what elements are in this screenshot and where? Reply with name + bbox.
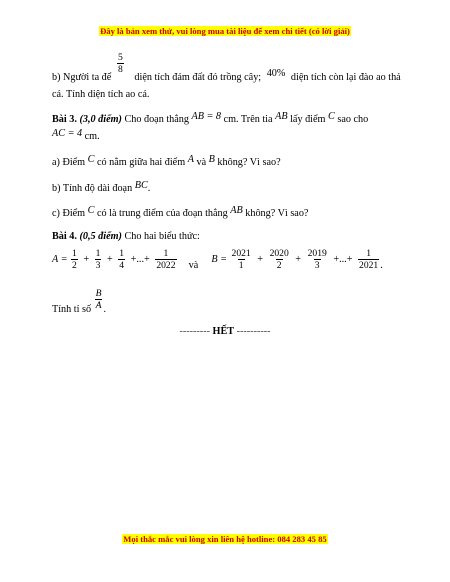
preview-banner-text: Đây là bản xem thử, vui lòng mua tài liệu để xem chi tiết (có lời giải): [100, 26, 350, 36]
b-term-3: $\frac{2019}{3}$: [307, 248, 327, 272]
bai4-expressions: A = $\frac{1}{2}$ + $\frac{1}{3}$ + $\frac{1}{4}$ +...+ $\frac{1}{2022}$ và B = $\frac{2021}{1}$ + $\frac{2020}{2}$ + $\frac{2019}{3}$ +...+ $\frac{1}{2021}$ .: [52, 248, 383, 272]
fraction-5-8: $\frac{5}{8}$: [118, 52, 123, 76]
hotline-banner: [0, 534, 450, 544]
bai4-label: Bài 4.: [52, 231, 77, 242]
expr-a-lhs: A =: [52, 253, 68, 265]
bai3-label: Bài 3.: [52, 114, 77, 125]
b-term-2: $\frac{2020}{2}$: [269, 248, 289, 272]
bai3-question-a: a) Điểm C có nằm giữa hai điểm A và B không? Vì sao?: [52, 154, 281, 168]
bai4-points: (0,5 điểm): [79, 231, 122, 242]
part-b-line-1: b) Người ta để diện tích đám đất đó trồng cây; 40% diện tích còn lại đào ao thả: [52, 68, 401, 83]
word-va: và: [188, 259, 199, 271]
a-term-4: $\frac{1}{2022}$: [156, 248, 176, 272]
part-b-line-2: cá. Tính diện tích ao cá.: [52, 89, 150, 100]
bai4-ratio: Tính tỉ số $\frac{B}{A}$ .: [52, 288, 107, 315]
a-term-2: $\frac{1}{3}$: [95, 248, 101, 272]
a-term-1: $\frac{1}{2}$: [72, 248, 77, 272]
b-term-4: $\frac{1}{2021}$: [359, 248, 379, 272]
bai4-intro: Bài 4. (0,5 điểm) Cho hai biểu thức:: [52, 231, 200, 242]
het-label: HẾT: [212, 326, 235, 337]
end-marker: --------- HẾT ----------: [179, 326, 271, 337]
bai3-intro: Bài 3. (3,0 điểm) Cho đoạn thẳng AB = 8 cm. Trên tia AB lấy điểm C sao cho: [52, 111, 369, 125]
bai3-points: (3,0 điểm): [79, 114, 122, 125]
ratio-b-over-a: $\frac{B}{A}$: [95, 288, 102, 312]
bai3-question-b: b) Tính độ dài đoạn BC.: [52, 180, 151, 194]
expr-b-lhs: B =: [211, 253, 227, 265]
b-term-1: $\frac{2021}{1}$: [231, 248, 251, 272]
percent-value: 40%: [266, 68, 286, 79]
preview-banner: [0, 26, 450, 36]
bai3-question-c: c) Điểm C có là trung điểm của đoạn thẳng AB không? Vì sao?: [52, 205, 309, 219]
a-term-3: $\frac{1}{4}$: [119, 248, 125, 272]
bai3-intro-2: AC = 4 cm.: [52, 128, 100, 142]
hotline-banner-text: Mọi thắc mắc vui lòng xin liên hệ hotline: 084 283 45 85: [123, 534, 327, 544]
